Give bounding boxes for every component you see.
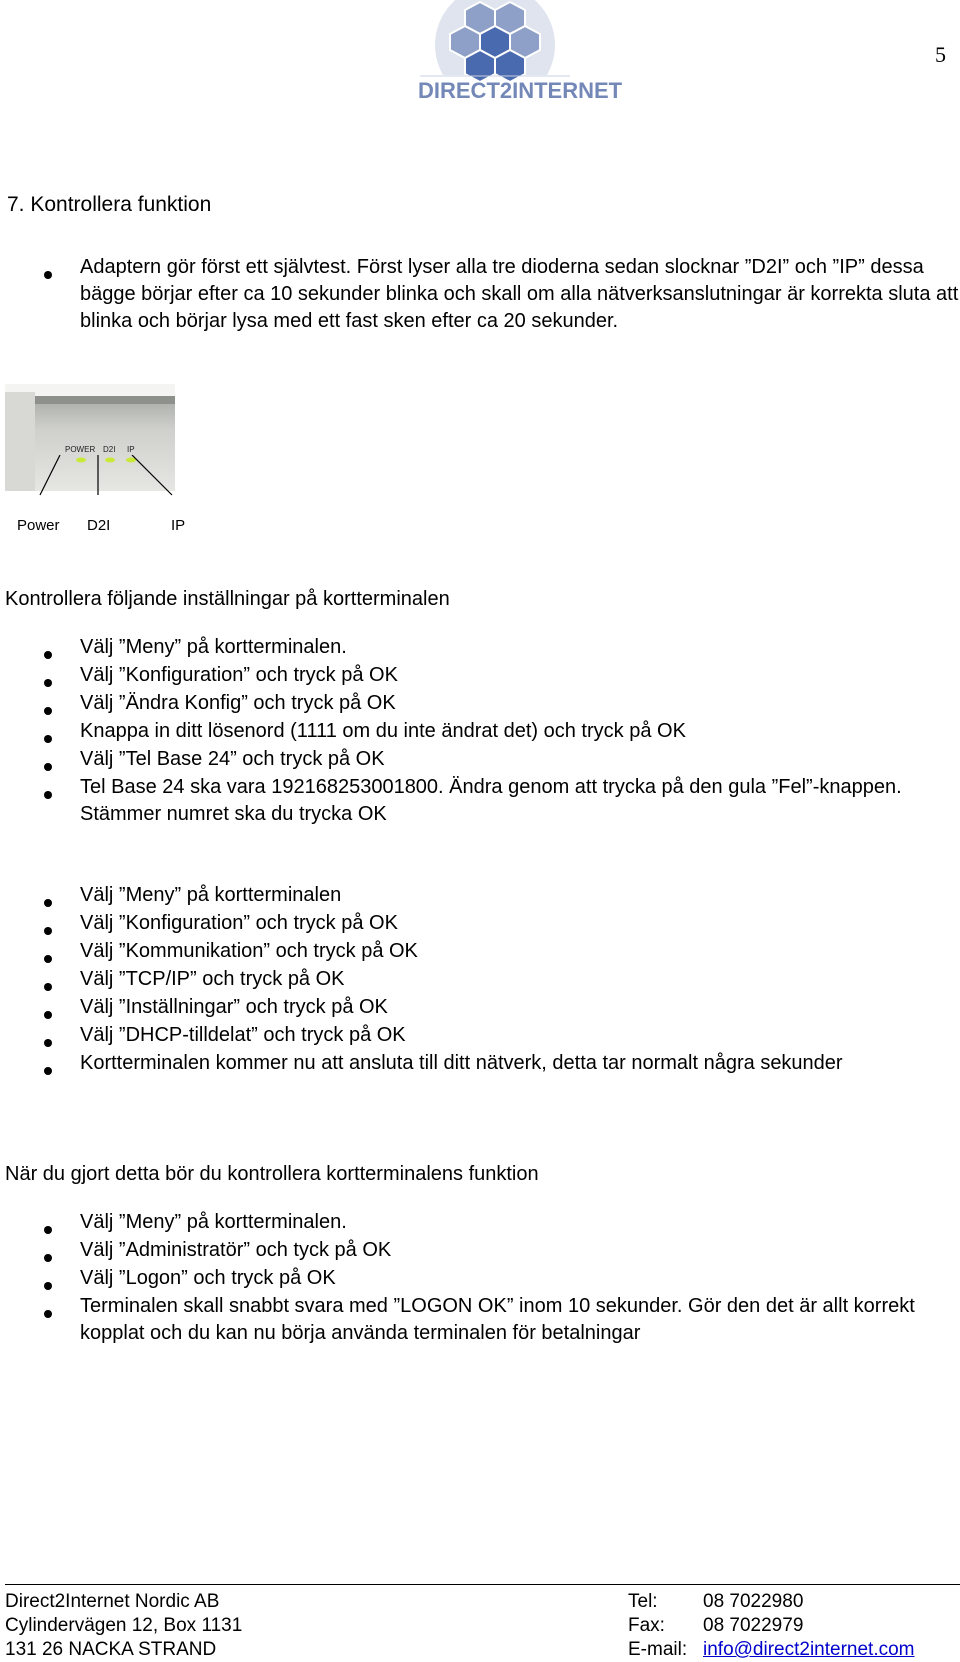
footer-tel-label: Tel: — [628, 1591, 658, 1612]
group1-item: Välj ”Konfiguration” och tryck på OK — [80, 664, 398, 686]
group1-item: Tel Base 24 ska vara 192168253001800. Ändra genom att trycka på den gula ”Fel”-knappen. Stämmer numret ska du trycka OK — [80, 776, 902, 825]
group2-item: Välj ”Inställningar” och tryck på OK — [80, 996, 388, 1018]
bullet-dot — [44, 899, 52, 907]
bullet-dot — [44, 1310, 52, 1318]
bullet-dot — [44, 1039, 52, 1047]
group1-item: Välj ”Tel Base 24” och tryck på OK — [80, 748, 385, 770]
bullet-dot — [44, 1226, 52, 1234]
footer-company: Direct2Internet Nordic AB — [5, 1591, 220, 1612]
bullet-dot — [44, 735, 52, 743]
footer-city: 131 26 NACKA STRAND — [5, 1639, 217, 1660]
footer-tel: 08 7022980 — [703, 1591, 804, 1612]
group2-item: Välj ”Kommunikation” och tryck på OK — [80, 940, 418, 962]
bullet-dot — [44, 679, 52, 687]
bullet-dot — [44, 651, 52, 659]
footer-fax: 08 7022979 — [703, 1615, 804, 1636]
group2-item: Välj ”Konfiguration” och tryck på OK — [80, 912, 398, 934]
logo-text: DIRECT2INTERNET — [418, 78, 623, 103]
bullet-dot — [44, 707, 52, 715]
bullet-dot — [44, 1282, 52, 1290]
group3-item: Välj ”Administratör” och tyck på OK — [80, 1239, 392, 1261]
group1-title: Kontrollera följande inställningar på kortterminalen — [5, 588, 450, 610]
group3-title: När du gjort detta bör du kontrollera kortterminalens funktion — [5, 1163, 539, 1185]
group2-item: Kortterminalen kommer nu att ansluta till ditt nätverk, detta tar normalt några sekunder — [80, 1052, 843, 1074]
panel-label-power: POWER — [65, 445, 96, 454]
footer-divider — [5, 1584, 960, 1585]
bullet-dot — [44, 983, 52, 991]
group1-item: Knappa in ditt lösenord (1111 om du inte ändrat det) och tryck på OK — [80, 720, 686, 742]
bullet-dot — [44, 271, 52, 279]
bullet-dot — [44, 763, 52, 771]
panel-label-ip: IP — [127, 445, 135, 454]
footer-email-label: E-mail: — [628, 1639, 688, 1660]
bullet-dot — [44, 955, 52, 963]
footer-fax-label: Fax: — [628, 1615, 665, 1636]
bullet-dot — [44, 791, 52, 799]
bullet-dot — [44, 1254, 52, 1262]
group2-item: Välj ”DHCP-tilldelat” och tryck på OK — [80, 1024, 406, 1046]
panel-label-d2i: D2I — [103, 445, 116, 454]
group1-item: Välj ”Meny” på kortterminalen. — [80, 636, 347, 658]
callout-ip: IP — [171, 517, 186, 534]
bullet-dot — [44, 927, 52, 935]
group3-item: Välj ”Logon” och tryck på OK — [80, 1267, 336, 1289]
footer-address: Cylindervägen 12, Box 1131 — [5, 1615, 243, 1636]
page-number: 5 — [935, 42, 946, 67]
group3-item: Välj ”Meny” på kortterminalen. — [80, 1211, 347, 1233]
group2-item: Välj ”Meny” på kortterminalen — [80, 884, 342, 906]
bullet-dot — [44, 1011, 52, 1019]
group2-item: Välj ”TCP/IP” och tryck på OK — [80, 968, 345, 990]
led-callout-lines — [0, 455, 200, 515]
callout-power: Power — [17, 517, 60, 534]
callout-d2i: D2I — [87, 517, 111, 534]
bullet-dot — [44, 1067, 52, 1075]
group3-item: Terminalen skall snabbt svara med ”LOGON OK” inom 10 sekunder. Gör den det är allt korrekt kopplat och du kan nu börja använda terminalen för betalningar — [80, 1295, 915, 1344]
group1-item: Välj ”Ändra Konfig” och tryck på OK — [80, 692, 396, 714]
intro-bullet-text: Adaptern gör först ett självtest. Först lyser alla tre dioderna sedan slocknar ”D2I” och ”IP” dessa bägge börjar efter ca 10 sekunder blinka och skall om alla nätverksanslutningar är korrekta sluta att blinka och börjar lysa med ett fast sken efter ca 20 sekunder. — [80, 256, 959, 332]
footer-email-link[interactable]: info@direct2internet.com — [703, 1639, 915, 1660]
section-heading: 7. Kontrollera funktion — [7, 193, 212, 216]
